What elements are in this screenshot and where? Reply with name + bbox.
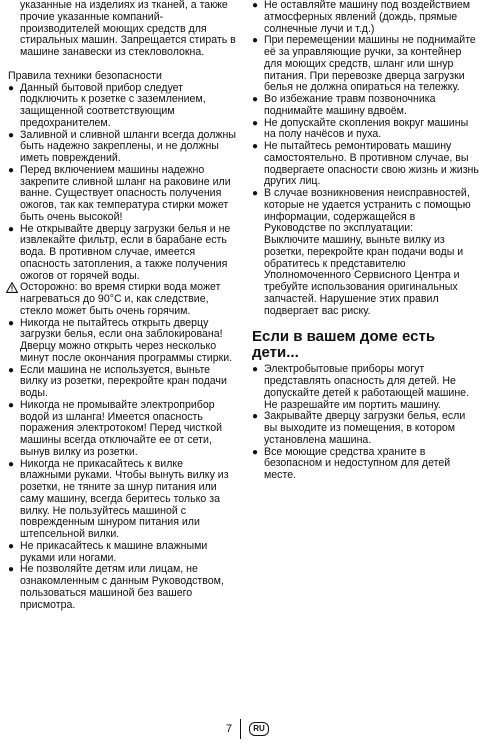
list-item-text: Осторожно: во время стирки вода может нагреваться до 90°C и, как следствие, стекло может быть очень горячим. [20, 281, 221, 317]
bullet-icon: ● [252, 0, 259, 11]
safety-list-continued [252, 0, 480, 317]
bullet-icon: ● [8, 317, 15, 329]
list-item-text: Электробытовые приборы могут представлять опасность для детей. Не допускайте детей к работающей машине. Не разрешайте им портить машину. [264, 363, 470, 411]
bullet-icon: ● [252, 94, 259, 105]
page-number: 7 [226, 723, 233, 735]
list-item [8, 365, 236, 400]
list-item-text: Перед включением машины надежно закрепите сливной шланг на раковине или ванне. Существует опасность получения ожогов, так как температура стирки может быть очень высокой! [20, 163, 231, 223]
list-item [8, 564, 236, 611]
list-item [8, 318, 236, 365]
safety-list [8, 83, 236, 612]
list-item [252, 188, 480, 317]
list-item-text: Никогда не промывайте электроприбор водой из шланга! Имеется опасность поражения электротоком! Перед чисткой машины всегда отключайте ее от сети, вынув вилку из розетки. [20, 398, 223, 458]
bullet-icon: ● [252, 188, 259, 199]
bullet-icon: ● [252, 117, 259, 129]
list-item [8, 541, 236, 565]
list-item [8, 83, 236, 130]
list-item-text: Не оставляйте машину под воздействием атмосферных явлений (дождь, прямые солнечные лучи и т.д.) [264, 0, 471, 35]
list-item-text: Никогда не прикасайтесь к вилке влажными руками. Чтобы вынуть вилку из розетки, не тяните за шнур питания или саму машину, всегда беритесь только за вилку. Не пользуйтесь машиной с поврежденным шнуром питания или штепсельной вилки. [20, 457, 229, 540]
right-column [252, 0, 480, 482]
list-item [8, 165, 236, 224]
list-item-text: Закрывайте дверцу загрузки белья, если вы выходите из помещения, в котором установлена машина. [264, 410, 466, 446]
bullet-icon: ● [252, 35, 259, 47]
list-item [252, 447, 480, 482]
children-list [252, 364, 480, 482]
list-item [252, 94, 480, 118]
language-badge: RU [249, 722, 269, 736]
bullet-icon: ● [8, 364, 15, 376]
list-item [8, 400, 236, 459]
list-item [252, 118, 480, 142]
list-item-text: Во избежание травм позвоночника поднимайте машину вдвоём. [264, 93, 436, 117]
list-item-text: Заливной и сливной шланги всегда должны быть надежно закреплены, и не должны иметь повреждений. [20, 128, 236, 164]
left-column [8, 0, 236, 611]
intro-paragraph: указанные на изделиях из тканей, а также прочие указанные компаний-производителей моющих средств для стиральных машин. Запрещается стирать в машине занавески из стекловолокна. [20, 0, 236, 58]
bullet-icon: ● [252, 446, 259, 458]
list-item-text: Если машина не используется, выньте вилку из розетки, перекройте кран подачи воды. [20, 363, 227, 399]
bullet-icon: ● [8, 458, 15, 470]
bullet-icon: ● [8, 564, 15, 576]
list-item-text: Не прикасайтесь к машине влажными руками или ногами. [20, 539, 208, 564]
list-item-text: При перемещении машины не поднимайте её за управляющие ручки, за контейнер для моющих средств, шланг или шнур питания. При перевозке дверца загрузки белья не должна опираться на тележку. [264, 34, 476, 94]
bullet-icon: ● [8, 399, 15, 411]
list-item [8, 130, 236, 165]
safety-section-title: Правила техники безопасности [8, 69, 162, 82]
children-section-title: Если в вашем доме есть дети... [252, 328, 436, 362]
list-item [252, 35, 480, 94]
list-item [252, 0, 480, 35]
bullet-icon: ● [8, 223, 15, 235]
list-item [252, 411, 480, 446]
bullet-icon: ● [252, 364, 259, 376]
list-item-text: Не пытайтесь ремонтировать машину самостоятельно. В противном случае, вы подвергаете опасности свою жизнь и жизнь других лиц. [264, 140, 479, 188]
bullet-icon: ● [252, 411, 259, 423]
list-item-text: Не открывайте дверцу загрузки белья и не извлекайте фильтр, если в барабане есть вода. В противном случае, имеется опасность затопления, а также получения ожогов от горячей воды. [20, 222, 231, 282]
bullet-icon: ● [8, 540, 15, 552]
list-item [252, 364, 480, 411]
list-item-warning [8, 282, 236, 317]
bullet-icon: ● [8, 129, 15, 141]
list-item-text: Все моющие средства храните в безопасном и недоступном для детей месте. [264, 445, 451, 481]
list-item [8, 224, 236, 283]
list-item-text: Никогда не пытайтесь открыть дверцу загрузки белья, если она заблокирована! Дверцу можно открыть через несколько минут после окончания программы стирки. [20, 316, 233, 364]
list-item-text: Данный бытовой прибор следует подключить к розетке с заземлением, защищенной соответствующим предохранителем. [20, 81, 206, 129]
footer-divider [240, 719, 241, 739]
page-footer [0, 719, 485, 739]
bullet-icon: ● [252, 141, 259, 152]
bullet-icon: ● [8, 164, 15, 176]
list-item [252, 141, 480, 188]
list-item [8, 459, 236, 541]
warning-triangle-icon [6, 282, 16, 297]
list-item-text: В случае возникновения неисправностей, которые не удается устранить с помощью информации, содержащейся в Руководстве по эксплуатации: Выключите машину, выньте вилку из розетки, перекройте кран подачи воды и обратитесь к представителю Уполномоченного Сервисного Центра и требуйте использования оригинальных запчастей. Нарушение этих правил подвергает вас риску. [264, 187, 471, 317]
list-item-text: Не допускайте скопления вокруг машины на полу начёсов и пуха. [264, 116, 469, 141]
bullet-icon: ● [8, 82, 15, 94]
list-item-text: Не позволяйте детям или лицам, не ознакомленным с данным Руководством, пользоваться машиной без вашего присмотра. [20, 563, 224, 611]
